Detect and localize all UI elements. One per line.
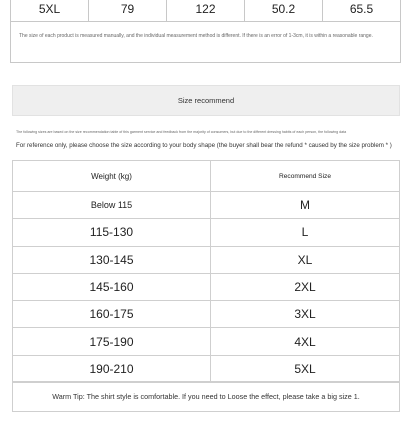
table-cell: 65.5 [322, 0, 400, 21]
weight-cell: Below 115 [13, 192, 211, 218]
disclaimer-note: The following sizes are based on the size recommendation table of this garment service and feedback from the majority of consumers, but due to the different dressing habits of each person, the following data [16, 130, 347, 134]
table-row [13, 191, 399, 218]
measurement-table-partial [10, 0, 401, 63]
weight-cell: 175-190 [13, 328, 211, 354]
table-row [13, 355, 399, 382]
weight-cell: 130-145 [13, 247, 211, 273]
column-header-weight: Weight (kg) [13, 161, 211, 191]
size-cell: 3XL [294, 307, 316, 322]
size-recommend-table [12, 160, 400, 383]
column-header-size: Recommend Size [278, 172, 332, 180]
table-cell: 79 [88, 0, 166, 21]
table-row [13, 246, 399, 273]
size-cell: 5XL [38, 2, 61, 16]
size-cell: 4XL [294, 334, 316, 349]
table-row [13, 300, 399, 327]
section-title: Size recommend [12, 85, 400, 116]
weight-cell: 115-130 [13, 219, 211, 245]
size-cell: L [301, 225, 309, 240]
table-row [13, 273, 399, 300]
size-cell: M [300, 198, 310, 213]
table-cell: 50.2 [244, 0, 322, 21]
size-cell: 2XL [294, 280, 316, 295]
table-header-row [13, 161, 399, 191]
measurement-note: The size of each product is measured manually, and the individual measurement method is different. If there is an error of 1-3cm, it is within a reasonable range. [19, 33, 373, 39]
table-row [13, 327, 399, 354]
size-cell: 5XL [294, 361, 316, 376]
weight-cell: 160-175 [13, 301, 211, 327]
table-row [11, 0, 400, 22]
weight-cell: 145-160 [13, 274, 211, 300]
size-cell: XL [297, 252, 313, 267]
reference-note: For reference only, please choose the size according to your body shape (the buyer shall bear the refund * caused by the size problem * ) [16, 142, 392, 149]
table-cell: 122 [166, 0, 244, 21]
warm-tip: Warm Tip: The shirt style is comfortable. If you need to Loose the effect, please take a big size 1. [12, 381, 400, 412]
table-row [13, 218, 399, 245]
weight-cell: 190-210 [13, 356, 211, 382]
